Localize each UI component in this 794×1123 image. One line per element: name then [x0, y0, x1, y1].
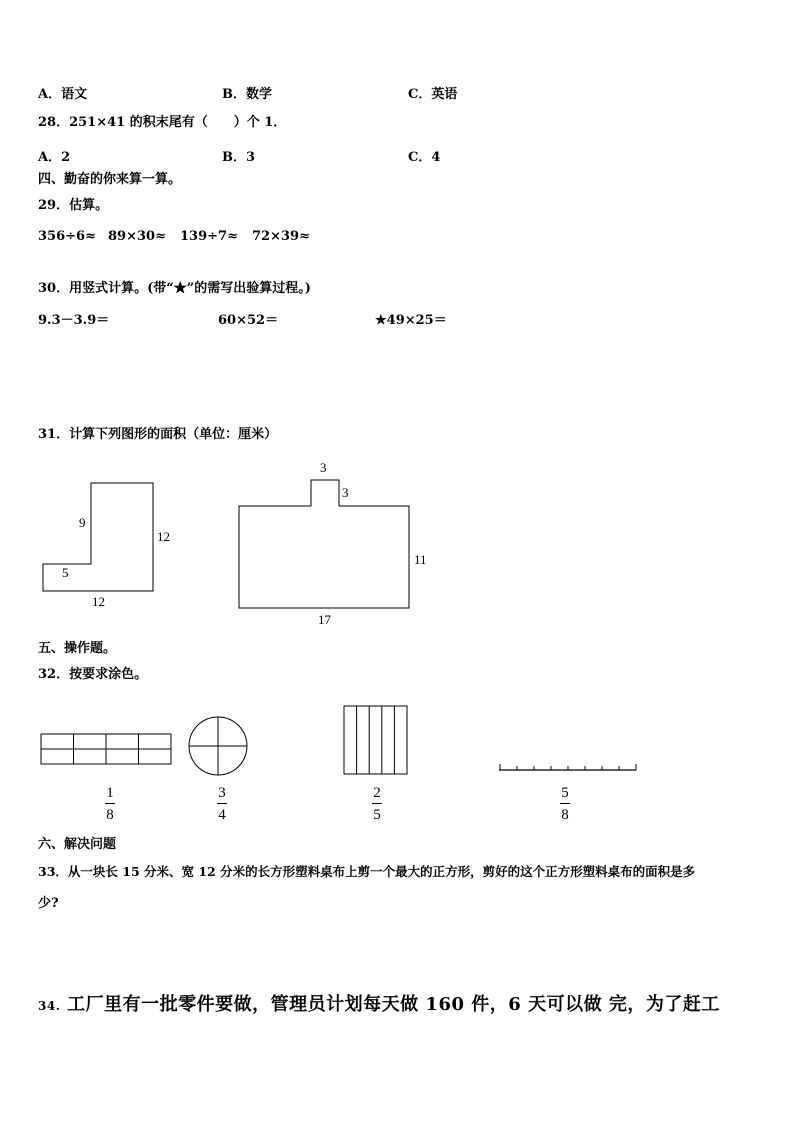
fraction-4 — [545, 785, 585, 823]
fraction-1 — [90, 785, 130, 823]
fraction-2-den: 4 — [218, 807, 226, 823]
q29-item-3: 139÷7≈ — [180, 229, 238, 244]
q30-item-1: 9.3－3.9＝ — [38, 313, 110, 328]
section-5-heading: 五、操作题。 — [38, 641, 117, 656]
q29-stem: 29．估算。 — [38, 198, 109, 213]
fraction-3-num: 2 — [373, 785, 381, 801]
q34-text — [38, 990, 720, 1016]
fraction-bar — [217, 803, 227, 804]
q27-option-b: B．数学 — [222, 87, 272, 102]
l-shape-outline — [43, 483, 153, 591]
fraction-bar — [372, 803, 382, 804]
q32-stem: 32．按要求涂色。 — [38, 667, 148, 682]
q29-item-4: 72×39≈ — [252, 229, 310, 244]
q28-stem: 28．251×41 的积末尾有（ ）个 1． — [38, 115, 287, 130]
l-shape-label-right: 12 — [157, 529, 170, 544]
section-6-heading: 六、解决问题 — [38, 837, 117, 852]
segment-ticks — [500, 764, 636, 770]
q33-line-1: 33．从一块长 15 分米、宽 12 分米的长方形塑料桌布上剪一个最大的正方形，剪好的这个正方形塑料桌布的面积是多 — [38, 864, 696, 879]
q28-option-c: C．4 — [408, 150, 441, 165]
rect-label-tab-top: 3 — [320, 460, 327, 475]
q32-figures — [0, 690, 794, 790]
q34-body: 工厂里有一批零件要做，管理员计划每天做 160 件，6 天可以做 完，为了赶工 — [67, 994, 720, 1015]
rect-label-bottom: 17 — [318, 612, 331, 627]
q30-item-2: 60×52＝ — [218, 313, 279, 328]
fraction-2 — [202, 785, 242, 823]
fraction-3 — [357, 785, 397, 823]
fraction-3-den: 5 — [373, 807, 381, 823]
q30-stem: 30．用竖式计算。(带“★”的需写出验算过程。) — [38, 281, 311, 296]
section-4-heading: 四、勤奋的你来算一算。 — [38, 172, 182, 187]
q34-number: 34. — [38, 999, 61, 1013]
l-shape-label-left: 9 — [79, 515, 86, 530]
fraction-bar — [105, 803, 115, 804]
fraction-4-den: 8 — [561, 807, 569, 823]
rect-label-tab-side: 3 — [342, 485, 349, 500]
rect-label-right: 11 — [414, 552, 427, 567]
q29-item-2: 89×30≈ — [108, 229, 166, 244]
rect-tab-outline — [239, 480, 409, 608]
fraction-4-num: 5 — [561, 785, 569, 801]
fraction-1-num: 1 — [106, 785, 114, 801]
fraction-bar — [560, 803, 570, 804]
q31-stem: 31．计算下列图形的面积（单位：厘米） — [38, 427, 278, 442]
fraction-2-num: 3 — [218, 785, 226, 801]
q30-item-3: ★49×25＝ — [375, 313, 447, 328]
l-shape-label-step: 5 — [62, 565, 69, 580]
l-shape-label-bottom: 12 — [92, 594, 105, 609]
q29-item-1: 356÷6≈ — [38, 229, 96, 244]
fraction-1-den: 8 — [106, 807, 114, 823]
q28-option-a: A．2 — [38, 150, 71, 165]
q33-line-2: 少? — [38, 896, 59, 911]
columns-outline — [344, 706, 407, 774]
q27-option-c: C．英语 — [408, 87, 458, 102]
q28-option-b: B．3 — [222, 150, 256, 165]
q27-option-a: A．语文 — [38, 87, 88, 102]
